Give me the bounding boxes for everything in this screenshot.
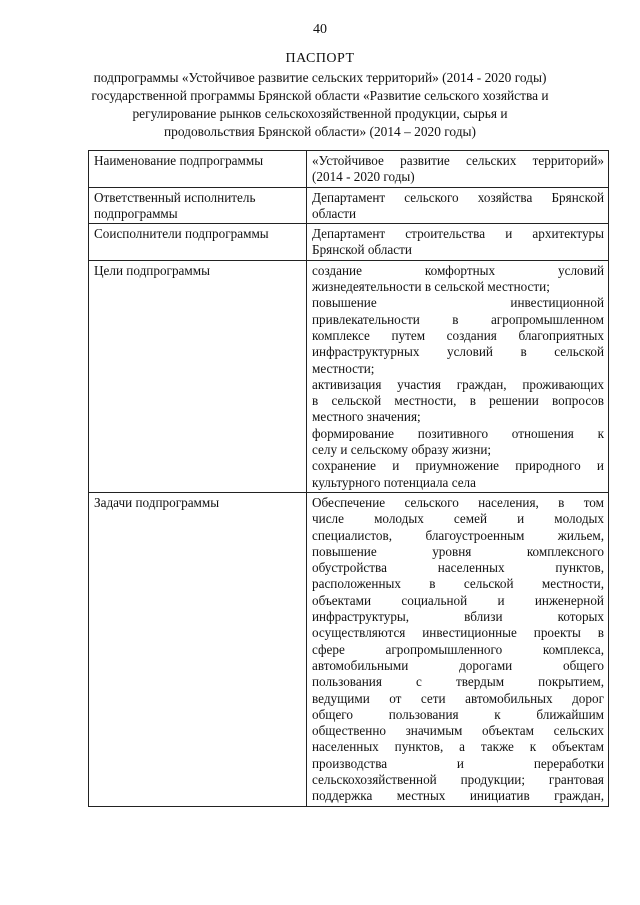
value-line: инфраструктуры, вблизи которых [312, 609, 604, 625]
value-line: жизнедеятельности в сельской местности; [312, 279, 550, 295]
value-line: числе молодых семей и молодых [312, 511, 604, 527]
value-line: Департамент сельского хозяйства Брянской [312, 189, 604, 205]
subtitle-line: государственной программы Брянской области «Развитие сельского хозяйства и [91, 88, 549, 103]
value-line: специалистов, благоустроенным жильем, [312, 527, 604, 543]
row-value [307, 151, 609, 188]
row-value [307, 260, 609, 492]
value-line: расположенных в сельской местности, [312, 576, 604, 592]
value-line: (2014 - 2020 годы) [312, 169, 415, 185]
row-value [307, 224, 609, 261]
value-line: населенных пунктов, а также к объектам [312, 739, 604, 755]
value-line: Брянской области [312, 242, 412, 258]
value-line: пользования с твердым покрытием, [312, 674, 604, 690]
value-line: Департамент строительства и архитектуры [312, 226, 604, 242]
row-label: Соисполнители подпрограммы [89, 224, 307, 261]
value-line: создание комфортных условий [312, 262, 604, 278]
value-line: сельскохозяйственной продукции; грантовая [312, 771, 604, 787]
value-line: активизация участия граждан, проживающих [312, 376, 604, 392]
row-label: Задачи подпрограммы [89, 492, 307, 806]
value-line: селу и сельскому образу жизни; [312, 442, 492, 458]
document-heading: ПАСПОРТ [285, 51, 355, 66]
value-line: области [312, 205, 357, 221]
row-label: Наименование подпрограммы [89, 151, 307, 188]
value-line: автомобильными дорогами общего [312, 657, 604, 673]
value-line: культурного потенциала села [312, 474, 476, 490]
row-label: Цели подпрограммы [89, 260, 307, 492]
value-line: в сельской местности, в решении вопросов [312, 393, 604, 409]
value-line: формирование позитивного отношения к [312, 425, 604, 441]
row-goals [89, 260, 609, 492]
document-title-block [60, 50, 580, 141]
subtitle-line: продовольствия Брянской области» (2014 – 2020 годы) [164, 124, 476, 139]
value-line: «Устойчивое развитие сельских территорий» [312, 153, 604, 168]
value-line: ведущими от сети автомобильных дорог [312, 690, 604, 706]
value-line: местного значения; [312, 409, 421, 425]
value-line: повышение уровня комплексного [312, 543, 604, 559]
value-line: общего пользования к ближайшим [312, 706, 604, 722]
passport-table [88, 150, 609, 807]
value-line: производства и переработки [312, 755, 604, 771]
row-label: Ответственный исполнитель подпрограммы [89, 187, 307, 224]
value-line: привлекательности в агропромышленном [312, 311, 604, 327]
value-line: сфере агропромышленного комплекса, [312, 641, 604, 657]
value-line: общественно значимым объектам сельских [312, 723, 604, 739]
value-line: комплексе путем создания благоприятных [312, 327, 604, 343]
value-line: повышение инвестиционной [312, 295, 604, 311]
row-value [307, 492, 609, 806]
value-line: поддержка местных инициатив граждан, [312, 788, 604, 804]
value-line: сохранение и приумножение природного и [312, 458, 604, 474]
row-tasks [89, 492, 609, 806]
value-line: инфраструктурных условий в сельской [312, 344, 604, 360]
subtitle-line: подпрограммы «Устойчивое развитие сельских территорий» (2014 - 2020 годы) [93, 70, 547, 85]
row-value [307, 187, 609, 224]
row-subprogram-name [89, 151, 609, 188]
value-line: местности; [312, 360, 375, 376]
page-number: 40 [313, 22, 327, 37]
value-line: осуществляются инвестиционные проекты в [312, 625, 604, 641]
value-line: объектами социальной и инженерной [312, 592, 604, 608]
value-line: обустройства населенных пунктов, [312, 560, 604, 576]
subtitle-line: регулирование рынков сельскохозяйственной продукции, сырья и [132, 106, 508, 121]
value-line: Обеспечение сельского населения, в том [312, 494, 604, 510]
row-responsible-executor [89, 187, 609, 224]
row-co-executors [89, 224, 609, 261]
